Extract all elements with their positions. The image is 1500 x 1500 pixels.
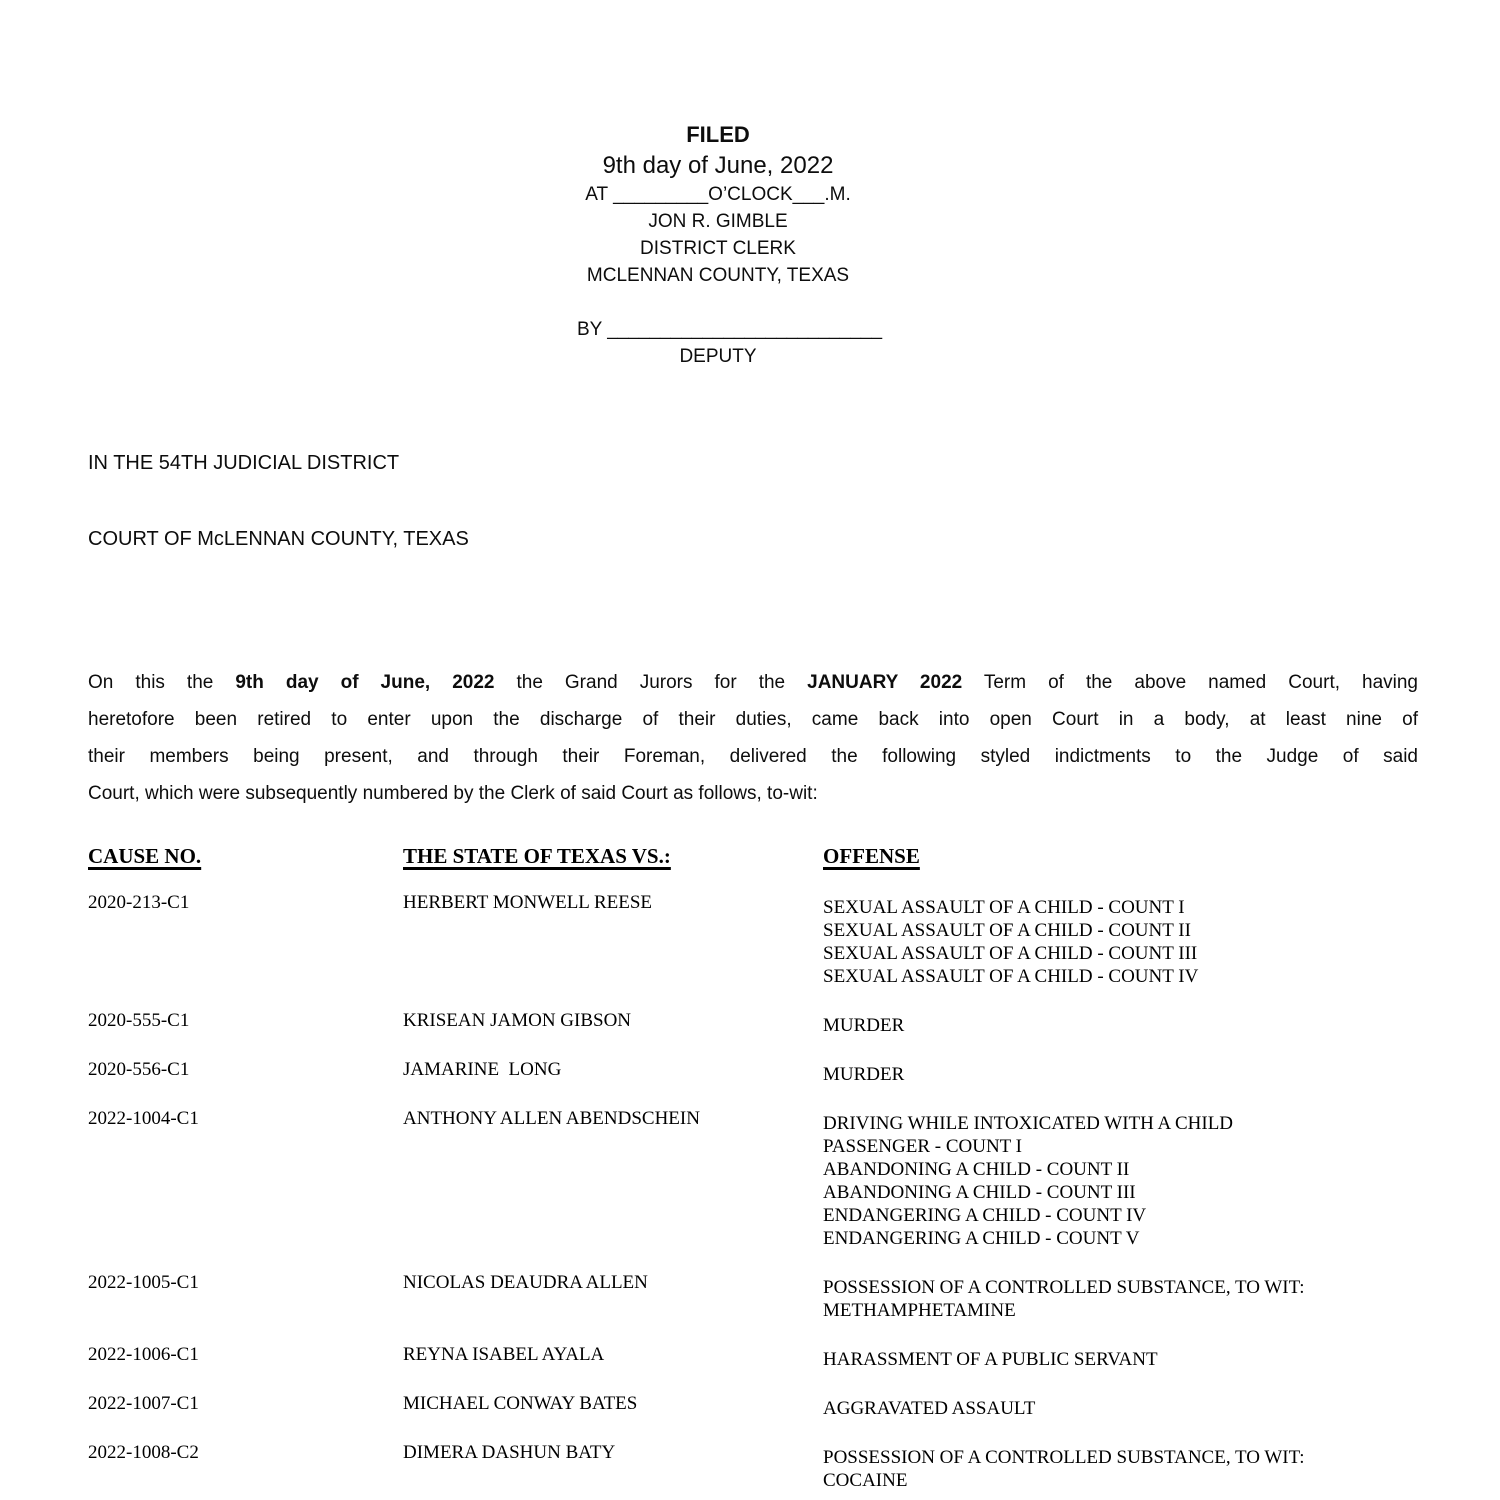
clerk-county: MCLENNAN COUNTY, TEXAS: [586, 265, 850, 286]
offense-list: [823, 1058, 1458, 1086]
cause-no: 2022-1006-C1: [88, 1344, 199, 1365]
header-defendant-label: THE STATE OF TEXAS VS.:: [403, 844, 671, 868]
cause-no: 2022-1005-C1: [88, 1272, 199, 1293]
cause-no: 2022-1004-C1: [88, 1108, 199, 1129]
offense-line: PASSENGER - COUNT I: [823, 1136, 1023, 1157]
indictment-table: [88, 844, 1458, 1500]
offense-line: SEXUAL ASSAULT OF A CHILD - COUNT II: [823, 920, 1191, 941]
offense-line: SEXUAL ASSAULT OF A CHILD - COUNT IV: [823, 966, 1199, 987]
cause-no: 2020-213-C1: [88, 892, 190, 913]
offense-line: SEXUAL ASSAULT OF A CHILD - COUNT I: [823, 897, 1185, 918]
defendant: REYNA ISABEL AYALA: [403, 1344, 605, 1365]
offense-line: ENDANGERING A CHILD - COUNT IV: [823, 1205, 1147, 1226]
defendant: JAMARINE LONG: [403, 1059, 562, 1080]
intro-line-4: Court, which were subsequently numbered by the Clerk of said Court as follows, to-wit:: [88, 783, 818, 804]
offense-line: COCAINE: [823, 1470, 908, 1491]
defendant: NICOLAS DEAUDRA ALLEN: [403, 1272, 648, 1293]
cause-no: 2022-1008-C2: [88, 1442, 199, 1463]
offense-line: HARASSMENT OF A PUBLIC SERVANT: [823, 1349, 1158, 1370]
defendant: DIMERA DASHUN BATY: [403, 1442, 616, 1463]
intro-line-3: their members being present, and through their Foreman, delivered the following styled indictments to the Judge of said: [88, 746, 1418, 767]
intro-text: On this the: [88, 672, 236, 693]
deputy-label: DEPUTY: [679, 346, 757, 367]
table-row: [88, 1271, 1458, 1322]
defendant: ANTHONY ALLEN ABENDSCHEIN: [403, 1108, 700, 1129]
intro-paragraph: [88, 664, 1418, 812]
offense-list: [823, 891, 1458, 988]
offense-list: [823, 1009, 1458, 1037]
filed-time-blank: AT _________O’CLOCK___.M.: [585, 184, 851, 205]
defendant: MICHAEL CONWAY BATES: [403, 1393, 638, 1414]
defendant: KRISEAN JAMON GIBSON: [403, 1010, 632, 1031]
offense-list: [823, 1441, 1458, 1492]
filed-stamp: [537, 120, 899, 370]
intro-line-2: heretofore been retired to enter upon the discharge of their duties, came back into open Court in a body, at least nine of: [88, 709, 1418, 730]
filed-label: FILED: [686, 122, 750, 147]
offense-line: MURDER: [823, 1015, 905, 1036]
intro-date-bold: 9th day of June, 2022: [235, 672, 495, 693]
table-row: [88, 1009, 1458, 1037]
table-row: [88, 1058, 1458, 1086]
table-row: [88, 1392, 1458, 1420]
intro-term-bold: JANUARY 2022: [807, 672, 963, 693]
table-row: [88, 1107, 1458, 1250]
table-row: [88, 1441, 1458, 1492]
table-header-row: [88, 844, 1458, 869]
offense-list: [823, 1392, 1458, 1420]
county-court-line: COURT OF McLENNAN COUNTY, TEXAS: [88, 528, 469, 550]
header-offense-label: OFFENSE: [823, 844, 920, 868]
clerk-name: JON R. GIMBLE: [648, 211, 788, 232]
offense-line: ABANDONING A CHILD - COUNT II: [823, 1159, 1130, 1180]
header-cause-no: [88, 844, 403, 869]
table-row: [88, 891, 1458, 988]
intro-text: Term of the above named Court, having: [962, 672, 1418, 693]
defendant: HERBERT MONWELL REESE: [403, 892, 653, 913]
offense-line: POSSESSION OF A CONTROLLED SUBSTANCE, TO WIT:: [823, 1447, 1305, 1468]
offense-line: ENDANGERING A CHILD - COUNT V: [823, 1228, 1140, 1249]
header-offense: [823, 844, 1458, 869]
header-cause-label: CAUSE NO.: [88, 844, 202, 868]
cause-no: 2020-555-C1: [88, 1010, 190, 1031]
intro-text: the Grand Jurors for the: [494, 672, 808, 693]
offense-line: METHAMPHETAMINE: [823, 1300, 1016, 1321]
offense-line: SEXUAL ASSAULT OF A CHILD - COUNT III: [823, 943, 1198, 964]
offense-line: POSSESSION OF A CONTROLLED SUBSTANCE, TO WIT:: [823, 1277, 1305, 1298]
offense-line: ABANDONING A CHILD - COUNT III: [823, 1182, 1136, 1203]
cause-no: 2022-1007-C1: [88, 1393, 199, 1414]
offense-line: MURDER: [823, 1064, 905, 1085]
offense-list: [823, 1107, 1458, 1250]
intro-line-1: [88, 664, 1418, 701]
header-defendant: [403, 844, 823, 869]
offense-list: [823, 1343, 1458, 1371]
clerk-title: DISTRICT CLERK: [640, 238, 796, 259]
judicial-district-line: IN THE 54TH JUDICIAL DISTRICT: [88, 452, 400, 474]
filed-date: 9th day of June, 2022: [602, 152, 834, 179]
offense-list: [823, 1271, 1458, 1322]
table-row: [88, 1343, 1458, 1371]
offense-line: AGGRAVATED ASSAULT: [823, 1398, 1036, 1419]
cause-no: 2020-556-C1: [88, 1059, 190, 1080]
offense-line: DRIVING WHILE INTOXICATED WITH A CHILD: [823, 1113, 1234, 1134]
by-signature-blank: BY __________________________: [577, 319, 883, 340]
